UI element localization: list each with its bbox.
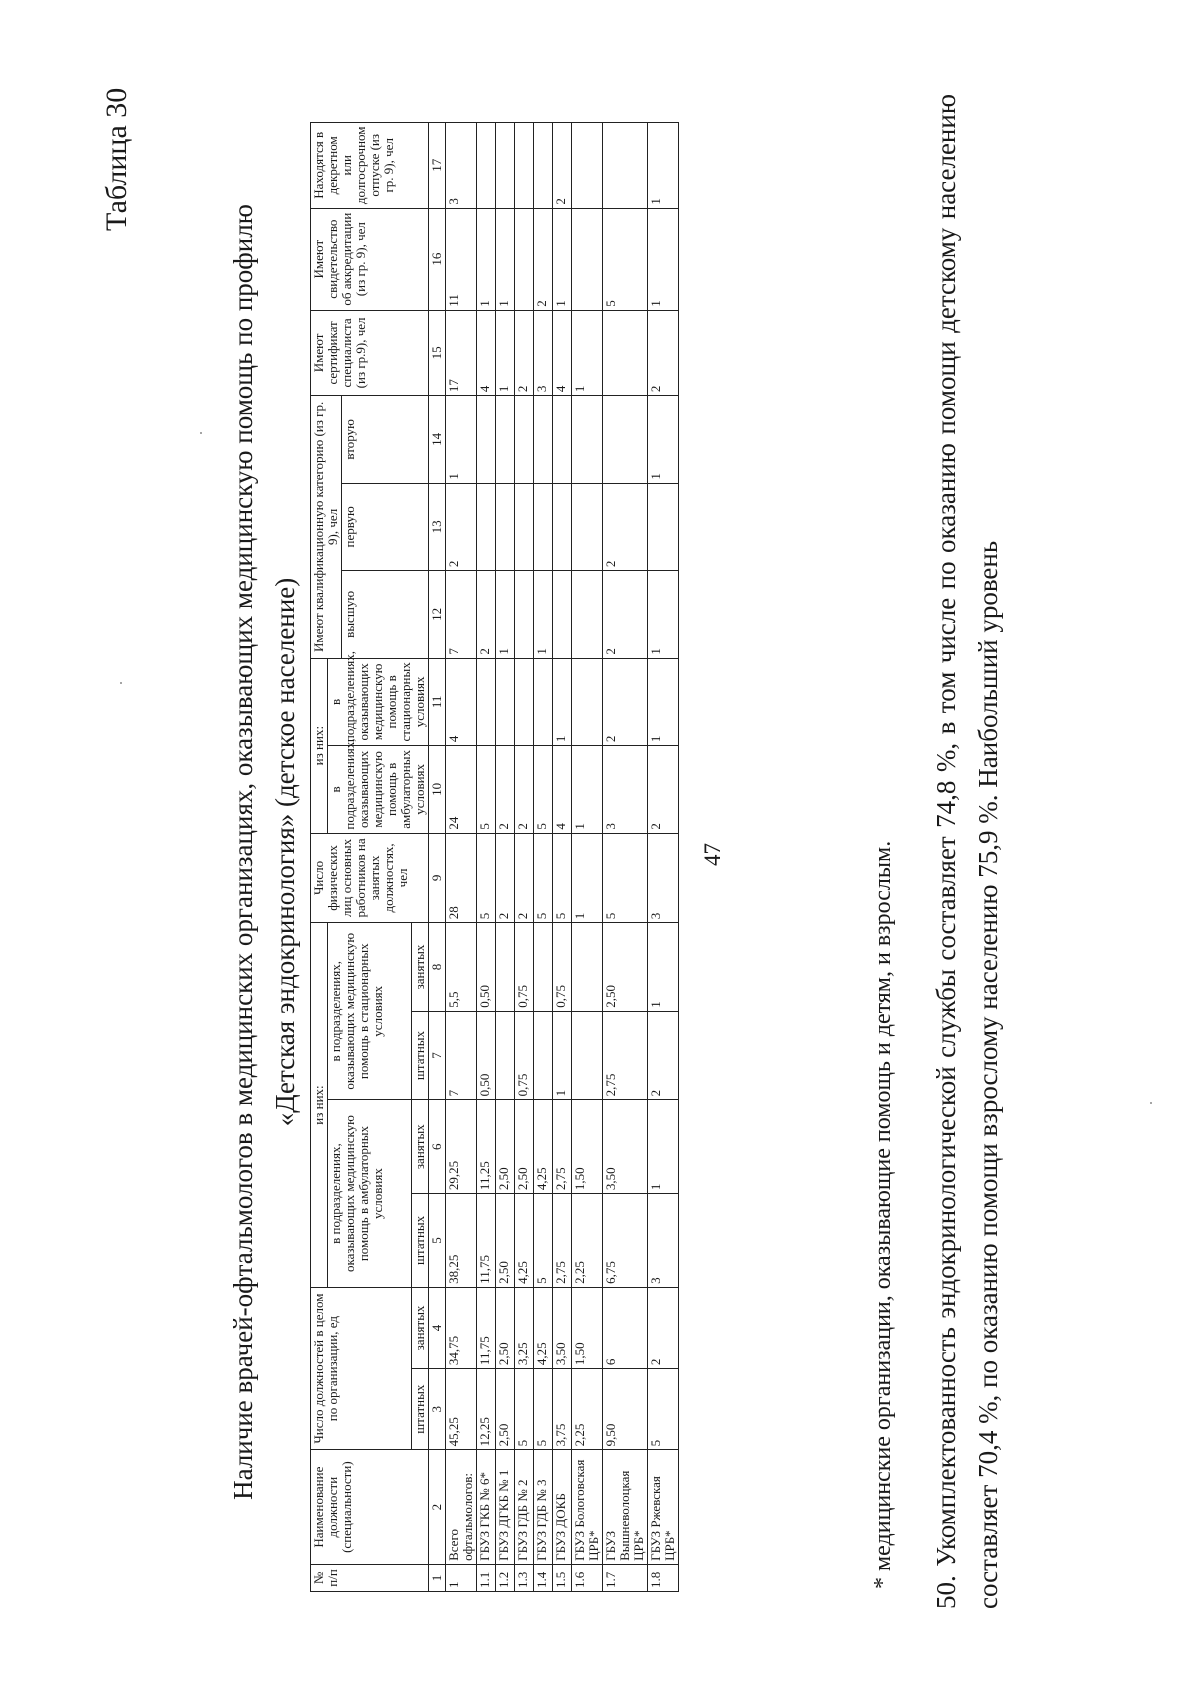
table-cell xyxy=(534,483,553,571)
column-index-cell: 3 xyxy=(429,1369,446,1450)
table-cell: 5 xyxy=(534,1194,553,1288)
table-cell: 24 xyxy=(446,746,477,834)
header-of-them-1: из них: xyxy=(311,923,328,1288)
table-cell: 4 xyxy=(553,310,572,395)
table-cell: 1 xyxy=(496,571,515,659)
table-cell: 1 xyxy=(553,1011,572,1100)
column-index-cell: 6 xyxy=(429,1100,446,1194)
header-stationary: в подразделениях, оказывающих медицинскую помощь в стационарных условиях xyxy=(328,923,412,1100)
table-row xyxy=(477,123,496,1592)
column-index-cell: 13 xyxy=(429,483,446,571)
table-cell xyxy=(515,571,534,659)
table-cell: 11,75 xyxy=(477,1194,496,1288)
column-index-cell: 5 xyxy=(429,1194,446,1288)
table-cell: 4 xyxy=(446,658,477,746)
table-cell: 1 xyxy=(496,208,515,310)
header-name: Наименование должности (специальности) xyxy=(311,1450,429,1565)
row-organization: Всего офтальмологов: xyxy=(446,1450,477,1565)
table-cell: 5 xyxy=(553,833,572,923)
column-index-cell: 1 xyxy=(429,1564,446,1591)
table-cell: 11 xyxy=(446,208,477,310)
table-cell xyxy=(534,396,553,484)
row-organization: ГБУЗ ГКБ № 6* xyxy=(477,1450,496,1565)
table-cell xyxy=(496,923,515,1012)
header-first: первую xyxy=(342,483,429,571)
column-index-cell: 4 xyxy=(429,1287,446,1368)
column-index-row xyxy=(429,123,446,1592)
table-cell xyxy=(515,123,534,209)
table-cell xyxy=(553,571,572,659)
header-num: № п/п xyxy=(311,1564,429,1591)
header-occupied: занятых xyxy=(412,1100,429,1194)
table-cell xyxy=(534,658,553,746)
table-cell: 1 xyxy=(648,571,679,659)
table-cell xyxy=(603,123,648,209)
table-cell: 34,75 xyxy=(446,1287,477,1368)
column-index-cell: 8 xyxy=(429,923,446,1012)
scan-speck xyxy=(1150,1102,1152,1104)
table-cell: 2 xyxy=(515,833,534,923)
table-cell: 7 xyxy=(446,571,477,659)
column-index-cell: 17 xyxy=(429,123,446,209)
table-cell: 2 xyxy=(477,571,496,659)
row-organization: ГБУЗ ДГКБ № 1 xyxy=(496,1450,515,1565)
table-cell: 1,50 xyxy=(572,1100,603,1194)
table-cell: 2 xyxy=(648,746,679,834)
table-cell: 5 xyxy=(534,833,553,923)
table-label: Таблица 30 xyxy=(100,87,133,231)
table-cell: 1 xyxy=(648,923,679,1012)
header-of-them-2: из них: xyxy=(311,658,328,833)
column-index-cell: 9 xyxy=(429,833,446,923)
table-cell xyxy=(477,483,496,571)
table-row xyxy=(534,123,553,1592)
table-cell xyxy=(515,483,534,571)
table-cell: 5 xyxy=(648,1369,679,1450)
table-cell: 2,50 xyxy=(496,1100,515,1194)
table-title-line-2: «Детская эндокринология» (детское население) xyxy=(270,577,300,1127)
table-cell: 1 xyxy=(648,1100,679,1194)
header-posts-total: Число должностей в целом по организации, ед xyxy=(311,1287,412,1450)
table-cell: 29,25 xyxy=(446,1100,477,1194)
table-cell: 2 xyxy=(603,571,648,659)
table-cell: 1 xyxy=(553,658,572,746)
table-cell xyxy=(496,396,515,484)
table-cell: 4,25 xyxy=(534,1287,553,1368)
ophthalmologists-table xyxy=(310,122,679,1592)
table-row xyxy=(446,123,477,1592)
table-cell: 3,75 xyxy=(553,1369,572,1450)
table-cell: 2,75 xyxy=(553,1100,572,1194)
header-staff: штатных xyxy=(412,1369,429,1450)
header-ambulatory: в подразделениях, оказывающих медицинскую помощь в амбулаторных условиях xyxy=(328,1100,412,1288)
table-cell xyxy=(534,123,553,209)
table-cell xyxy=(477,123,496,209)
table-cell: 6 xyxy=(603,1287,648,1368)
header-leave: Находятся в декретном или долгосрочном отпуске (из гр. 9), чел xyxy=(311,123,429,209)
table-cell: 3 xyxy=(603,746,648,834)
table-cell xyxy=(553,483,572,571)
row-number: 1.4 xyxy=(534,1564,553,1591)
row-organization: ГБУЗ ГДБ № 3 xyxy=(534,1450,553,1565)
table-cell: 0,75 xyxy=(515,1011,534,1100)
table-row xyxy=(515,123,534,1592)
column-index-cell: 12 xyxy=(429,571,446,659)
table-cell: 5 xyxy=(477,746,496,834)
header-persons: Число физических лиц основных работников на занятых должностях, чел xyxy=(311,833,429,923)
table-cell xyxy=(603,396,648,484)
table-cell: 0,75 xyxy=(553,923,572,1012)
table-row xyxy=(496,123,515,1592)
table-cell: 1 xyxy=(446,396,477,484)
table-cell xyxy=(648,483,679,571)
table-cell: 2 xyxy=(496,833,515,923)
table-cell: 2 xyxy=(603,658,648,746)
table-cell: 2,75 xyxy=(553,1194,572,1288)
table-cell xyxy=(572,571,603,659)
table-cell xyxy=(515,208,534,310)
table-cell xyxy=(496,123,515,209)
table-cell: 5 xyxy=(534,746,553,834)
table-cell: 1 xyxy=(553,208,572,310)
table-cell: 5 xyxy=(603,208,648,310)
table-title-line-1: Наличие врачей-офтальмологов в медицинских организациях, оказывающих медицинскую помощь по профилю xyxy=(228,204,258,1500)
table-cell: 2 xyxy=(553,123,572,209)
ophthalmologists-table-container xyxy=(310,122,679,1592)
table-cell: 1 xyxy=(572,310,603,395)
header-qualification: Имеют квалификационную категорию (из гр. 9), чел xyxy=(311,396,342,659)
table-cell: 2,50 xyxy=(603,923,648,1012)
column-index-cell: 16 xyxy=(429,208,446,310)
column-index-cell: 7 xyxy=(429,1011,446,1100)
table-cell: 1 xyxy=(648,658,679,746)
table-cell: 2 xyxy=(648,1287,679,1368)
table-cell: 7 xyxy=(446,1011,477,1100)
table-cell: 3,50 xyxy=(603,1100,648,1194)
table-cell xyxy=(572,658,603,746)
table-cell: 5 xyxy=(534,1369,553,1450)
table-cell: 4,25 xyxy=(534,1100,553,1194)
table-cell: 11,75 xyxy=(477,1287,496,1368)
table-cell: 3 xyxy=(648,833,679,923)
footnote: * медицинские организации, оказывающие помощь и детям, и взрослым. xyxy=(870,840,896,1589)
body-paragraph: 50. Укомплектованность эндокринологической службы составляет 74,8 %, в том числе по оказанию помощи детскому населению составляет 70,4 %, по оказанию помощи взрослому населению 75,9 %. Наибольший уровень xyxy=(931,94,1003,1609)
row-number: 1.2 xyxy=(496,1564,515,1591)
row-organization: ГБУЗ ГДБ № 2 xyxy=(515,1450,534,1565)
table-cell xyxy=(572,396,603,484)
table-cell: 9,50 xyxy=(603,1369,648,1450)
table-cell: 2,25 xyxy=(572,1369,603,1450)
table-cell: 1,50 xyxy=(572,1287,603,1368)
table-body xyxy=(429,123,679,1592)
table-cell xyxy=(515,396,534,484)
table-cell: 17 xyxy=(446,310,477,395)
table-cell: 3 xyxy=(446,123,477,209)
table-cell xyxy=(572,208,603,310)
table-cell: 3 xyxy=(648,1194,679,1288)
table-cell: 2 xyxy=(648,310,679,395)
header-second: вторую xyxy=(342,396,429,484)
row-organization: ГБУЗ ДОКБ xyxy=(553,1450,572,1565)
table-cell: 2 xyxy=(603,483,648,571)
table-cell: 12,25 xyxy=(477,1369,496,1450)
table-cell: 3,25 xyxy=(515,1287,534,1368)
table-cell: 1 xyxy=(534,571,553,659)
header-staff: штатных xyxy=(412,1194,429,1288)
header-certificate: Имеют сертификат специалиста (из гр.9), чел xyxy=(311,310,429,395)
page-number: 47 xyxy=(700,843,725,866)
table-cell: 1 xyxy=(648,396,679,484)
table-cell: 2,75 xyxy=(603,1011,648,1100)
table-cell xyxy=(572,923,603,1012)
table-cell: 2 xyxy=(496,746,515,834)
table-cell: 5 xyxy=(515,1369,534,1450)
table-cell xyxy=(515,658,534,746)
table-cell: 5 xyxy=(477,833,496,923)
header-staff: штатных xyxy=(412,1011,429,1100)
header-occupied: занятых xyxy=(412,923,429,1012)
row-number: 1.1 xyxy=(477,1564,496,1591)
table-cell: 3,50 xyxy=(553,1287,572,1368)
table-cell: 4,25 xyxy=(515,1194,534,1288)
row-number: 1.3 xyxy=(515,1564,534,1591)
table-cell: 2,50 xyxy=(496,1287,515,1368)
table-cell: 2,25 xyxy=(572,1194,603,1288)
table-row xyxy=(572,123,603,1592)
table-cell xyxy=(572,1011,603,1100)
header-highest: высшую xyxy=(342,571,429,659)
table-cell: 4 xyxy=(553,746,572,834)
scan-speck xyxy=(200,432,202,434)
table-cell: 38,25 xyxy=(446,1194,477,1288)
column-index-cell: 15 xyxy=(429,310,446,395)
table-cell xyxy=(496,1011,515,1100)
header-persons-stationary: в подразделениях, оказывающих медицинскую помощь в стационарных условиях xyxy=(328,658,429,746)
column-index-cell: 2 xyxy=(429,1450,446,1565)
table-cell: 2 xyxy=(534,208,553,310)
header-occupied: занятых xyxy=(412,1287,429,1368)
table-cell: 5 xyxy=(603,833,648,923)
table-cell: 1 xyxy=(572,833,603,923)
table-cell xyxy=(534,1011,553,1100)
table-cell: 1 xyxy=(648,208,679,310)
table-cell: 0,75 xyxy=(515,923,534,1012)
table-row xyxy=(553,123,572,1592)
row-number: 1.7 xyxy=(603,1564,648,1591)
table-cell: 1 xyxy=(648,123,679,209)
table-cell xyxy=(534,923,553,1012)
row-organization: ГБУЗ Бологовская ЦРБ* xyxy=(572,1450,603,1565)
row-organization: ГБУЗ Ржевская ЦРБ* xyxy=(648,1450,679,1565)
table-cell xyxy=(572,483,603,571)
table-cell: 2 xyxy=(515,310,534,395)
table-cell: 2,50 xyxy=(515,1100,534,1194)
table-row xyxy=(648,123,679,1592)
scan-speck xyxy=(120,682,122,684)
column-index-cell: 10 xyxy=(429,746,446,834)
header-persons-ambulatory: в подразделениях, оказывающих медицинскую помощь в амбулаторных условиях xyxy=(328,746,429,834)
row-organization: ГБУЗ Вышневолоцкая ЦРБ* xyxy=(603,1450,648,1565)
table-cell: 28 xyxy=(446,833,477,923)
table-cell: 11,25 xyxy=(477,1100,496,1194)
table-cell xyxy=(496,658,515,746)
row-number: 1 xyxy=(446,1564,477,1591)
row-number: 1.6 xyxy=(572,1564,603,1591)
table-cell: 4 xyxy=(477,310,496,395)
table-cell: 2 xyxy=(648,1011,679,1100)
table-cell xyxy=(572,123,603,209)
table-cell xyxy=(603,310,648,395)
table-cell: 1 xyxy=(496,310,515,395)
table-row xyxy=(603,123,648,1592)
table-cell: 2 xyxy=(446,483,477,571)
table-cell: 1 xyxy=(477,208,496,310)
table-cell xyxy=(477,658,496,746)
table-cell: 5,5 xyxy=(446,923,477,1012)
table-cell: 1 xyxy=(572,746,603,834)
row-number: 1.5 xyxy=(553,1564,572,1591)
table-cell: 6,75 xyxy=(603,1194,648,1288)
column-index-cell: 14 xyxy=(429,396,446,484)
table-cell: 2,50 xyxy=(496,1194,515,1288)
table-cell: 0,50 xyxy=(477,1011,496,1100)
column-index-cell: 11 xyxy=(429,658,446,746)
table-cell xyxy=(496,483,515,571)
table-cell: 45,25 xyxy=(446,1369,477,1450)
table-cell: 0,50 xyxy=(477,923,496,1012)
table-cell xyxy=(477,396,496,484)
table-cell xyxy=(553,396,572,484)
header-accreditation: Имеют свидетельство об аккредитации (из гр. 9), чел xyxy=(311,208,429,310)
row-number: 1.8 xyxy=(648,1564,679,1591)
table-cell: 3 xyxy=(534,310,553,395)
table-cell: 2,50 xyxy=(496,1369,515,1450)
table-cell: 2 xyxy=(515,746,534,834)
